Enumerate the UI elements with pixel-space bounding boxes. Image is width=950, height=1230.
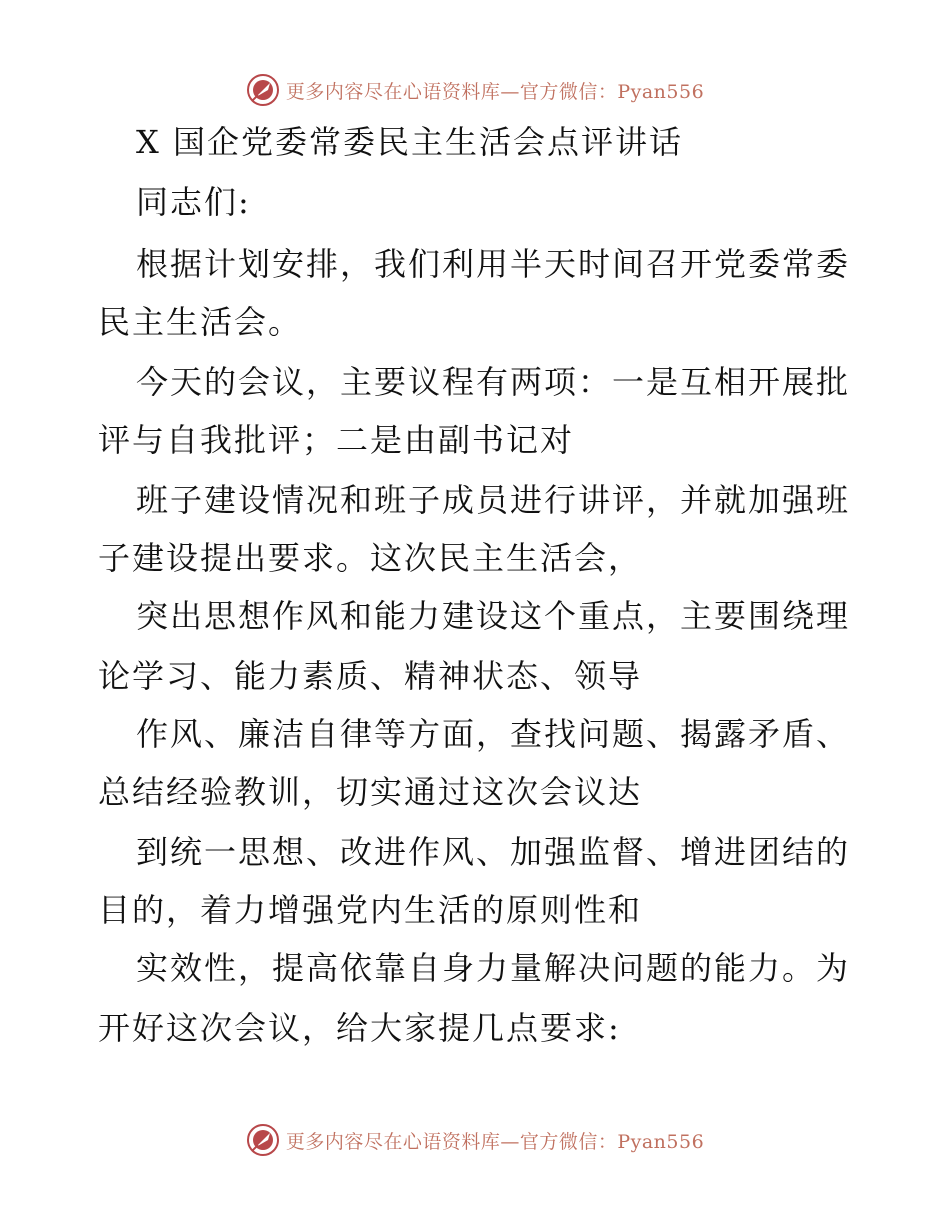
text-line: 开好这次会议，给大家提几点要求: — [98, 1009, 621, 1047]
text-line: 到统一思想、改进作风、加强监督、增进团结的 — [136, 833, 851, 871]
text-line: 民主生活会。 — [98, 303, 303, 341]
watermark-text: 更多内容尽在心语资料库—官方微信：Pyan556 — [285, 1130, 705, 1153]
text-line: 论学习、能力素质、精神状态、领导 — [98, 657, 643, 695]
document-title: X 国企党委常委民主生活会点评讲话 — [136, 123, 683, 161]
text-line: 突出思想作风和能力建设这个重点，主要围绕理 — [136, 597, 851, 635]
text-line: 班子建设情况和班子成员进行讲评，并就加强班 — [136, 481, 851, 519]
text-line: 根据计划安排，我们利用半天时间召开党委常委 — [136, 245, 851, 283]
text-line: 作风、廉洁自律等方面，查找问题、揭露矛盾、 — [136, 715, 851, 753]
text-line: 子建设提出要求。这次民主生活会， — [98, 539, 643, 577]
text-line: 同志们: — [136, 183, 251, 221]
header-watermark — [0, 70, 950, 110]
text-line: 总结经验教训，切实通过这次会议达 — [98, 773, 643, 811]
watermark-text: 更多内容尽在心语资料库—官方微信：Pyan556 — [285, 80, 705, 103]
footer-watermark — [0, 1120, 950, 1160]
text-line: 目的，着力增强党内生活的原则性和 — [98, 891, 643, 929]
text-line: 今天的会议，主要议程有两项：一是互相开展批 — [136, 363, 851, 401]
text-line: 评与自我批评；二是由副书记对 — [98, 421, 575, 459]
text-line: 实效性，提高依靠自身力量解决问题的能力。为 — [136, 949, 851, 987]
quill-pen-logo-icon — [246, 1123, 280, 1157]
quill-pen-logo-icon — [246, 73, 280, 107]
